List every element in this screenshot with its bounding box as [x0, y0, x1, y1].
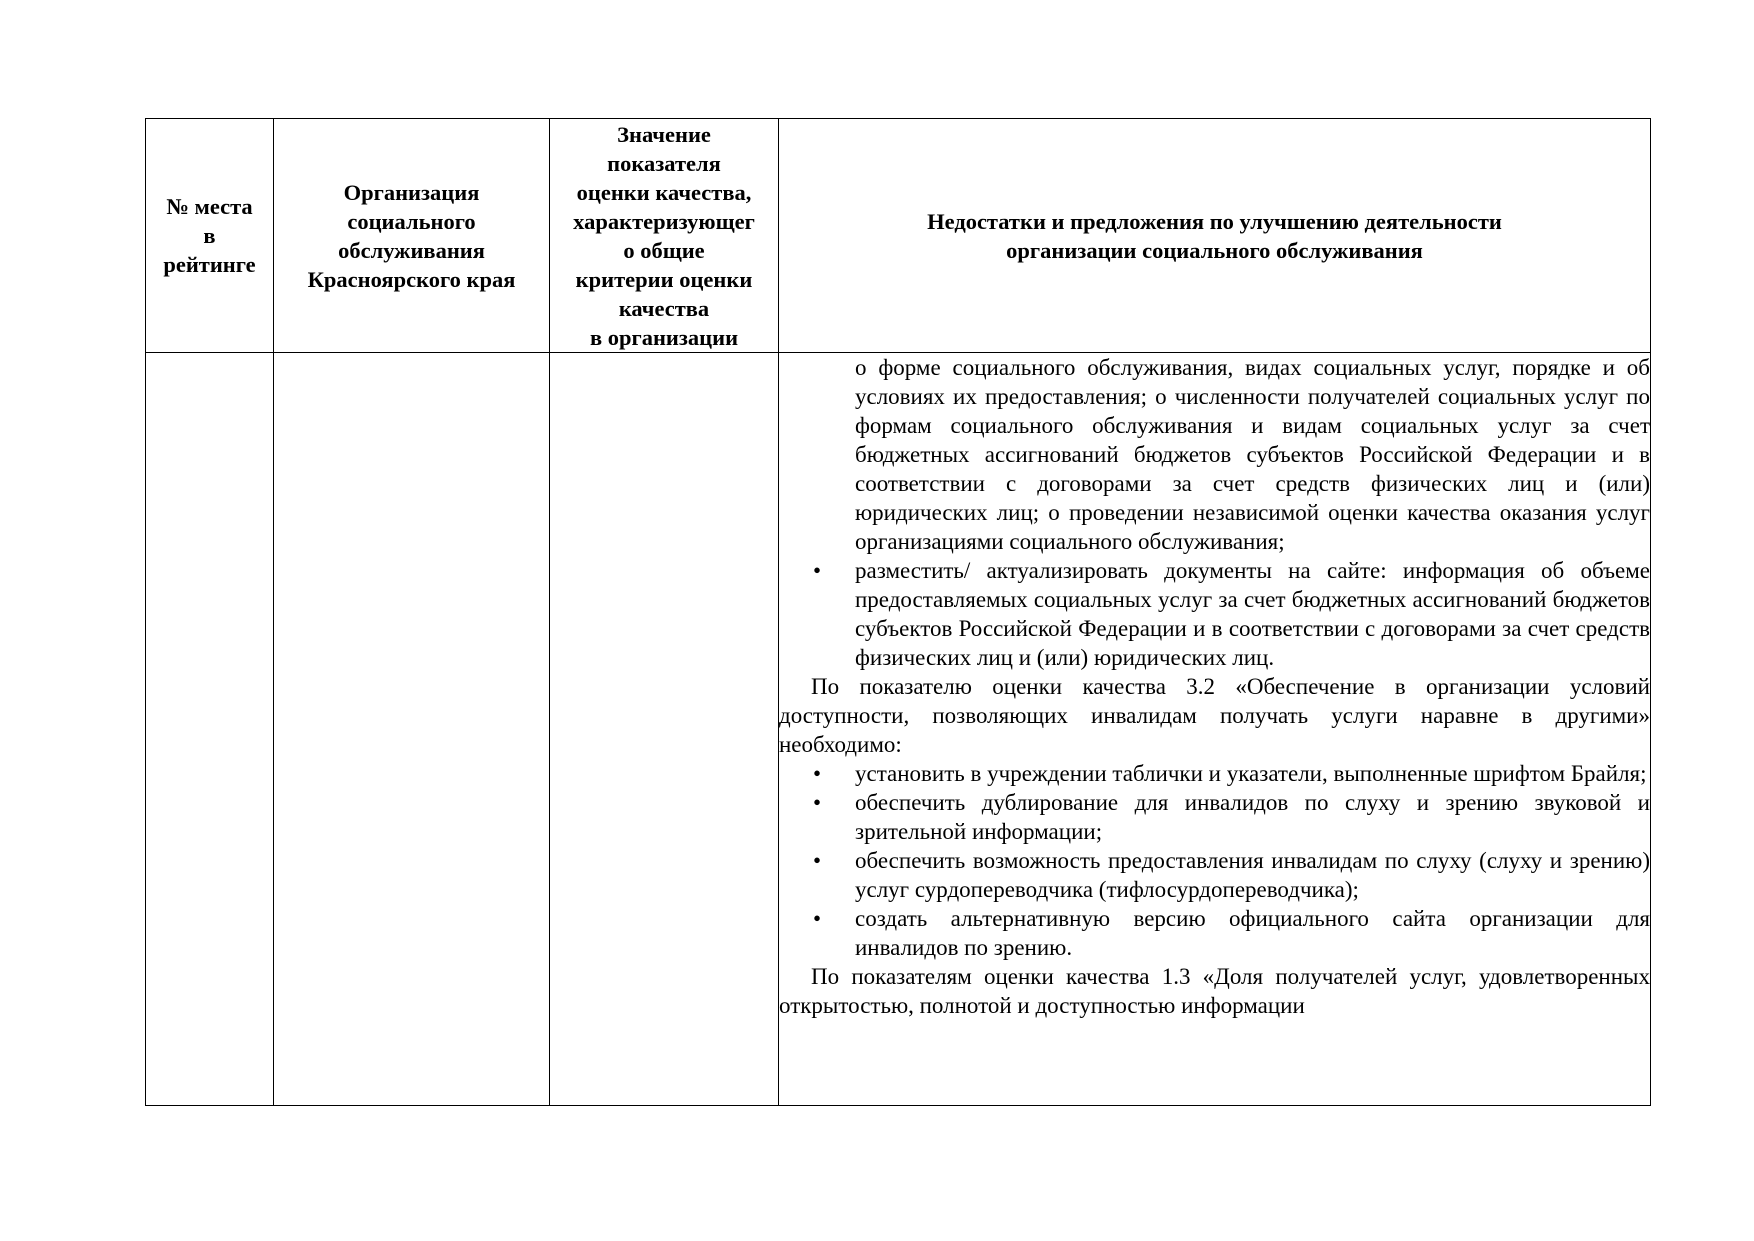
list-item-text: установить в учреждении таблички и указатели, выполненные шрифтом Брайля;: [855, 761, 1647, 786]
list-item-text: обеспечить возможность предоставления инвалидам по слуху (слуху и зрению) услуг сурдопереводчика (тифлосурдопереводчика);: [855, 848, 1650, 902]
header-organization-line: Организация: [343, 179, 480, 205]
continuation-text: о форме социального обслуживания, видах социальных услуг, порядке и об условиях их предоставления; о численности получателей социальных услуг по формам социального обслуживания и видам социальных услуг за счет бюджетных ассигнований бюджетов субъектов Российской Федерации и в соответствии с договорами за счет средств физических лиц и (или) юридических лиц; о проведении независимой оценки качества оказания услуг организациями социального обслуживания;: [855, 355, 1650, 554]
header-shortcomings-line: организации социального обслуживания: [1006, 237, 1423, 263]
header-organization-line: обслуживания: [338, 237, 485, 263]
paragraph: По показателям оценки качества 1.3 «Доля получателей услуг, удовлетворенных открытостью, полнотой и доступностью информации: [779, 964, 1650, 1018]
list-item: [813, 556, 1650, 672]
header-organization-line: социального: [347, 208, 476, 234]
list-item: [813, 846, 1650, 904]
bullet-icon: •: [813, 761, 822, 786]
header-value-line: оценки качества,: [576, 179, 752, 205]
header-organization-line: Красноярского края: [307, 266, 516, 292]
table-header-row: [146, 119, 1651, 353]
header-value-line: о общие: [623, 237, 705, 263]
header-place: [146, 119, 274, 353]
list-item: [813, 759, 1650, 788]
bullet-icon: •: [813, 848, 822, 873]
bullet-list-2: [779, 759, 1650, 962]
list-item-text: создать альтернативную версию официального сайта организации для инвалидов по зрению.: [855, 906, 1650, 960]
rating-table: [145, 118, 1651, 1106]
header-shortcomings: [779, 119, 1651, 353]
bullet-icon: •: [813, 790, 822, 815]
cell-organization: [274, 353, 550, 1106]
header-place-line: рейтинге: [163, 252, 256, 277]
header-value-line: показателя: [607, 150, 721, 176]
list-item-text: обеспечить дублирование для инвалидов по слуху и зрению звуковой и зрительной информации;: [855, 790, 1650, 844]
cell-place: [146, 353, 274, 1106]
header-value-line: качества: [618, 295, 710, 321]
header-value-line: критерии оценки: [575, 266, 753, 292]
list-item: [813, 788, 1650, 846]
header-organization: [274, 119, 550, 353]
header-value-line: в организации: [589, 324, 739, 350]
header-value: [550, 119, 779, 353]
bullet-icon: •: [813, 558, 822, 583]
list-item-text: разместить/ актуализировать документы на сайте: информация об объеме предоставляемых социальных услуг за счет бюджетных ассигнований бюджетов субъектов Российской Федерации и в соответствии с договорами за счет средств физических лиц и (или) юридических лиц.: [855, 558, 1650, 670]
bullet-list-1: [779, 556, 1650, 672]
header-place-line: в: [203, 223, 216, 248]
header-shortcomings-line: Недостатки и предложения по улучшению деятельности: [927, 208, 1502, 234]
header-value-line: характеризующег: [573, 208, 755, 234]
table-row: [146, 353, 1651, 1106]
paragraph: По показателю оценки качества 3.2 «Обеспечение в организации условий доступности, позволяющих инвалидам получать услуги наравне в другими» необходимо:: [779, 674, 1650, 757]
cell-shortcomings: [779, 353, 1651, 1106]
header-value-line: Значение: [617, 121, 711, 147]
cell-value: [550, 353, 779, 1106]
header-place-line: № места: [166, 194, 253, 219]
list-item: [813, 904, 1650, 962]
bullet-icon: •: [813, 906, 822, 931]
